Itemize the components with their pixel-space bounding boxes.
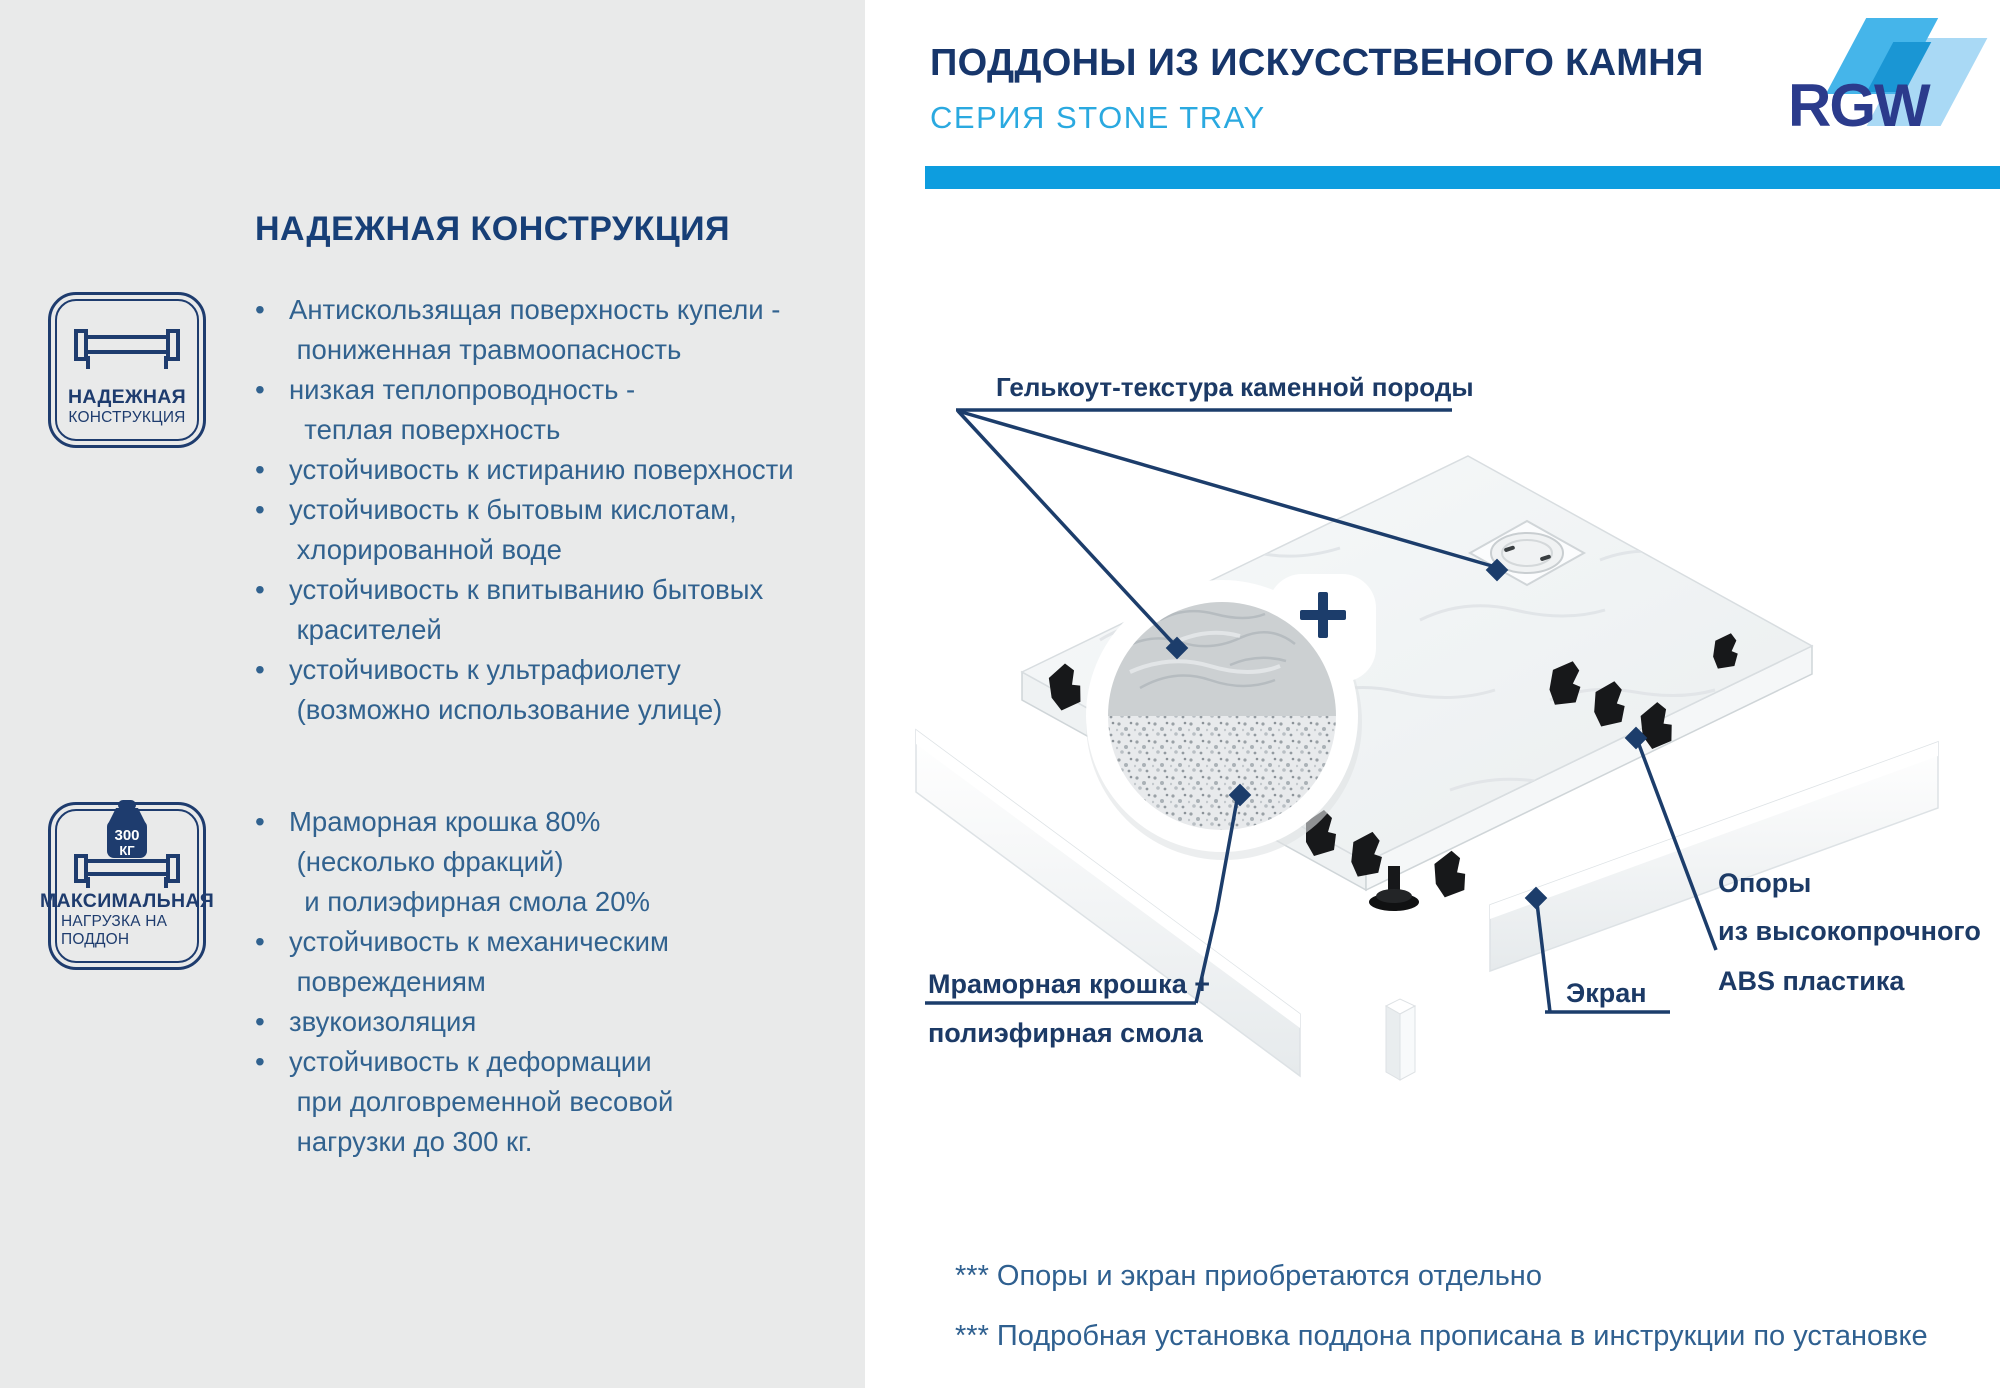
footnote-1: *** Опоры и экран приобретаются отдельно bbox=[955, 1260, 1542, 1292]
section-heading: НАДЕЖНАЯ КОНСТРУКЦИЯ bbox=[255, 210, 731, 248]
bullet-icon: • bbox=[255, 1006, 265, 1037]
list-item: • Антискользящая поверхность купели - пониженная травмоопасность bbox=[255, 290, 855, 370]
logo-text: RGW bbox=[1788, 72, 1929, 139]
screen-corner-piece bbox=[1386, 999, 1415, 1080]
weight-value: 300 bbox=[114, 827, 140, 844]
list-item: • устойчивость к ультрафиолету (возможно использование улице) bbox=[255, 650, 855, 730]
bullet-icon: • bbox=[255, 454, 265, 485]
page-title: ПОДДОНЫ ИЗ ИСКУССТВЕНОГО КАМНЯ bbox=[930, 42, 1704, 84]
label-gelcoat: Гелькоут-текстура каменной породы bbox=[996, 372, 1474, 402]
label-screen: Экран bbox=[1566, 978, 1647, 1008]
bullet-icon: • bbox=[255, 294, 265, 325]
badge-reliable-construction bbox=[48, 292, 206, 448]
bullet-icon: • bbox=[255, 654, 265, 685]
list-item: • устойчивость к впитыванию бытовых красителей bbox=[255, 570, 855, 650]
badge-max-load bbox=[39, 802, 215, 970]
page-subtitle: СЕРИЯ STONE TRAY bbox=[930, 100, 1266, 135]
badge-subtitle: КОНСТРУКЦИЯ bbox=[68, 409, 186, 426]
product-diagram bbox=[700, 330, 2000, 1250]
bullet-icon: • bbox=[255, 926, 265, 957]
accent-bar bbox=[925, 166, 2000, 189]
badge-subtitle: НАГРУЗКА НА ПОДДОН bbox=[61, 913, 168, 948]
badge-title: МАКСИМАЛЬНАЯ bbox=[39, 890, 215, 912]
list-item: • устойчивость к деформации при долговременной весовой нагрузки до 300 кг. bbox=[255, 1042, 855, 1162]
bullet-icon: • bbox=[255, 374, 265, 405]
list-item: • низкая теплопроводность - теплая поверхность bbox=[255, 370, 855, 450]
list-item: • устойчивость к бытовым кислотам, хлорированной воде bbox=[255, 490, 855, 570]
badge-title: НАДЕЖНАЯ bbox=[68, 386, 186, 408]
bullet-icon: • bbox=[255, 574, 265, 605]
bullet-icon: • bbox=[255, 1046, 265, 1077]
weight-unit: КГ bbox=[119, 843, 135, 858]
label-supports-line2: из высокопрочного bbox=[1718, 916, 1981, 946]
footnote-2: *** Подробная установка поддона прописана в инструкции по установке bbox=[955, 1320, 1928, 1352]
label-supports-line3: ABS пластика bbox=[1718, 966, 1905, 996]
tray-cross-section-icon bbox=[61, 311, 193, 386]
label-marble-line2: полиэфирная смола bbox=[928, 1018, 1203, 1048]
label-marble-line1: Мраморная крошка + bbox=[928, 969, 1210, 999]
list-item: • звукоизоляция bbox=[255, 1002, 855, 1042]
list-item: • Мраморная крошка 80% (несколько фракций) и полиэфирная смола 20% bbox=[255, 802, 855, 922]
weight-on-tray-icon bbox=[61, 798, 193, 890]
list-item: • устойчивость к истиранию поверхности bbox=[255, 450, 855, 490]
bullet-icon: • bbox=[255, 494, 265, 525]
list-item: • устойчивость к механическим повреждениям bbox=[255, 922, 855, 1002]
bullet-icon: • bbox=[255, 806, 265, 837]
label-supports-line1: Опоры bbox=[1718, 868, 1812, 898]
rgw-logo bbox=[1788, 12, 1978, 142]
